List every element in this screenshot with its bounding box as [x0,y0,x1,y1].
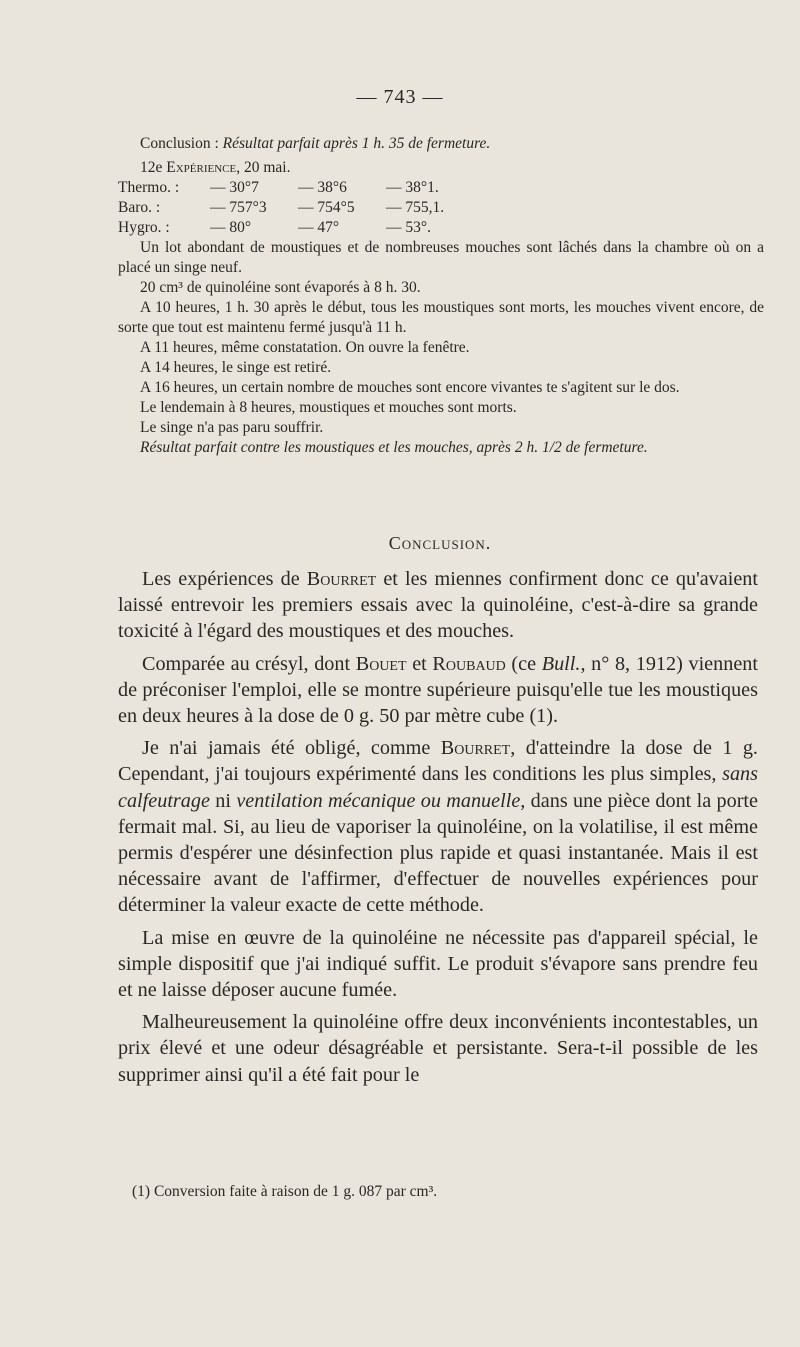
measurement-row-baro: Baro. : — 757°3 — 754°5 — 755,1. [118,199,445,216]
experiment-paragraph: A 11 heures, même constatation. On ouvre la fenêtre. [140,339,470,356]
conclusion-paragraph-3: Je n'ai jamais été obligé, comme Bourret, d'atteindre la dose de 1 g. Cependant, j'ai toujours expérimenté dans les conditions les plus simples, sans calfeutrage ni ventilation mécanique ou manuelle, dans une pièce dont la porte fermait mal. Si, au lieu de vaporiser la quinoléine, on la volatilise, il est même permis d'espérer une désinfection plus rapide et quasi instantanée. Mais il est nécessaire avant de l'affirmer, d'effectuer de nouvelles expériences pour déterminer la valeur exacte de cette méthode. [118,737,759,917]
conclusion-paragraph-4: La mise en œuvre de la quinoléine ne nécessite pas d'appareil spécial, le simple dispositif que j'ai indiqué suffit. Le produit s'évapore sans prendre feu et ne laisse déposer aucune fumée. [118,926,758,1002]
page-number: — 743 — [356,86,444,108]
footnote: (1) Conversion faite à raison de 1 g. 087 par cm³. [132,1183,438,1200]
section-heading: Conclusion. [388,533,492,553]
conclusion-body [118,566,758,1088]
experiment-header: 12e Expérience, 20 mai. [140,159,291,176]
conclusion-paragraph-1: Les expériences de Bourret et les miennes confirment donc ce qu'avaient laissé entrevoir les premiers essais avec la quinoléine, c'est-à-dire sa grande toxicité à l'égard des moustiques et des mouches. [118,568,758,643]
experiment-paragraph: Le singe n'a pas paru souffrir. [140,419,324,436]
experiment-paragraph: A 16 heures, un certain nombre de mouches sont encore vivantes te s'agitent sur le dos. [140,379,680,396]
conclusion-paragraph-5: Malheureusement la quinoléine offre deux inconvénients incontestables, un prix élevé et une odeur désagréable et persistante. Sera-t-il possible de les supprimer ainsi qu'il a été fait pour le [118,1011,758,1086]
measurement-row-hygro: Hygro. : — 80° — 47° — 53°. [118,219,431,236]
experiment-paragraph: A 10 heures, 1 h. 30 après le début, tous les moustiques sont morts, les mouches vivent encore, de sorte que tout est maintenu fermé jusqu'à 11 h. [118,299,764,336]
experiment-conclusion: Conclusion : Résultat parfait après 1 h. 35 de fermeture. [140,135,491,152]
experiment-paragraph: 20 cm³ de quinoléine sont évaporés à 8 h. 30. [140,279,421,296]
experiment-block [118,134,764,458]
conclusion-paragraph-2: Comparée au crésyl, dont Bouet et Roubaud (ce Bull., n° 8, 1912) viennent de préconiser l'emploi, elle se montre supérieure puisqu'elle tue les moustiques en deux heures à la dose de 0 g. 50 par mètre cube (1). [118,652,758,728]
experiment-paragraph: A 14 heures, le singe est retiré. [140,359,332,376]
experiment-paragraph: Un lot abondant de moustiques et de nombreuses mouches sont lâchés dans la chambre où on a placé un singe neuf. [118,239,764,276]
experiment-paragraph: Le lendemain à 8 heures, moustiques et mouches sont morts. [140,399,517,416]
measurement-row-thermo: Thermo. : — 30°7 — 38°6 — 38°1. [118,179,439,196]
experiment-final-result: Résultat parfait contre les moustiques et les mouches, après 2 h. 1/2 de fermeture. [140,439,648,456]
conclusion-result: Résultat parfait après 1 h. 35 de fermeture. [222,135,491,152]
